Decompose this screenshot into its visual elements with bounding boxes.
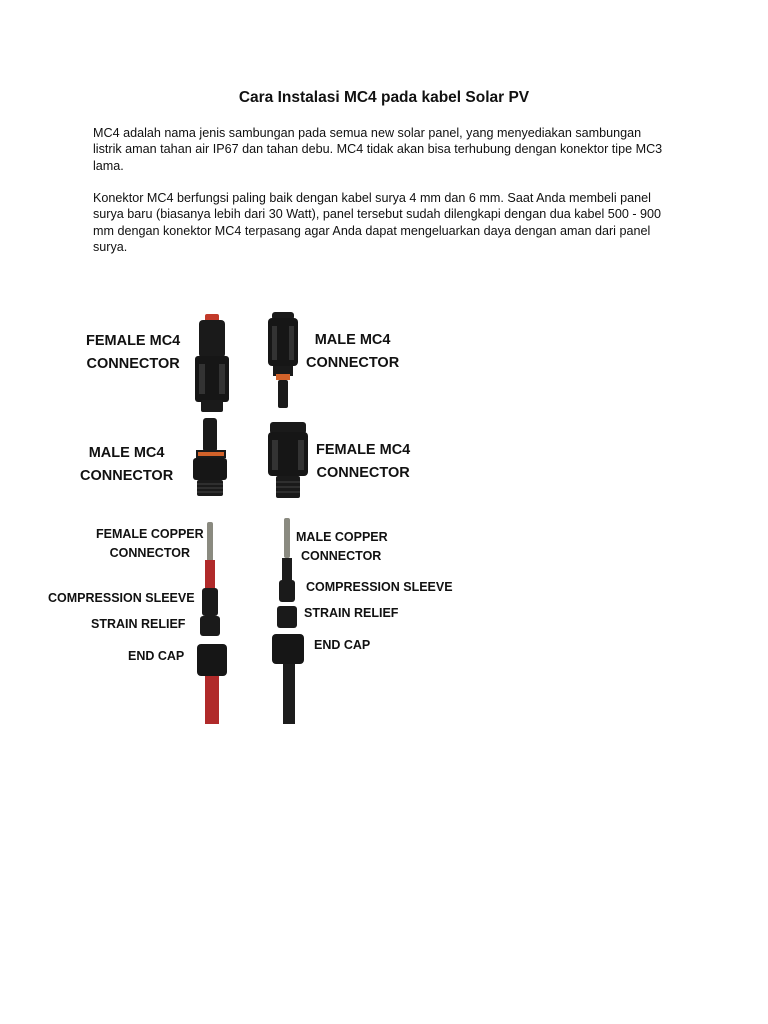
female-mc4-connector-top-image — [195, 314, 229, 412]
document-title: Cara Instalasi MC4 pada kabel Solar PV — [238, 89, 530, 106]
label-male-mc4-mid: MALE MC4 CONNECTOR — [80, 445, 174, 484]
label-male-mc4-top: MALE MC4 CONNECTOR — [306, 332, 400, 371]
female-mc4-connector-mid-image — [268, 422, 308, 498]
paragraph-1: MC4 adalah nama jenis sambungan pada semua new solar panel, yang menyediakan sambungan listrik aman tahan air IP67 dan tahan debu. MC4 tidak akan bisa terhubung dengan konektor tipe MC3 lama. — [93, 126, 663, 173]
male-mc4-connector-mid-image — [193, 418, 227, 496]
label-strain-relief-left: STRAIN RELIEF — [91, 617, 186, 631]
label-strain-relief-right: STRAIN RELIEF — [304, 606, 399, 620]
label-male-copper-connector: MALE COPPER CONNECTOR — [296, 530, 388, 563]
label-female-mc4-mid: FEMALE MC4 CONNECTOR — [316, 442, 411, 481]
label-female-copper-connector: FEMALE COPPER CONNECTOR — [96, 527, 204, 560]
paragraph-2: Konektor MC4 berfungsi paling baik dengan kabel surya 4 mm dan 6 mm. Saat Anda membeli panel surya baru (biasanya lebih dari 30 Watt), panel tersebut sudah dilengkapi dengan dua kabel 500 - 900 mm dengan konektor MC4 terpasang agar Anda dapat mengeluarkan daya dengan aman dari panel surya. — [93, 191, 662, 255]
label-compression-sleeve-right: COMPRESSION SLEEVE — [306, 580, 453, 594]
label-compression-sleeve-left: COMPRESSION SLEEVE — [48, 591, 195, 605]
label-end-cap-left: END CAP — [128, 649, 185, 663]
mc4-connector-figure — [0, 300, 768, 740]
label-end-cap-right: END CAP — [314, 638, 371, 652]
male-mc4-connector-top-image — [268, 312, 298, 408]
label-female-mc4-top: FEMALE MC4 CONNECTOR — [86, 333, 181, 372]
